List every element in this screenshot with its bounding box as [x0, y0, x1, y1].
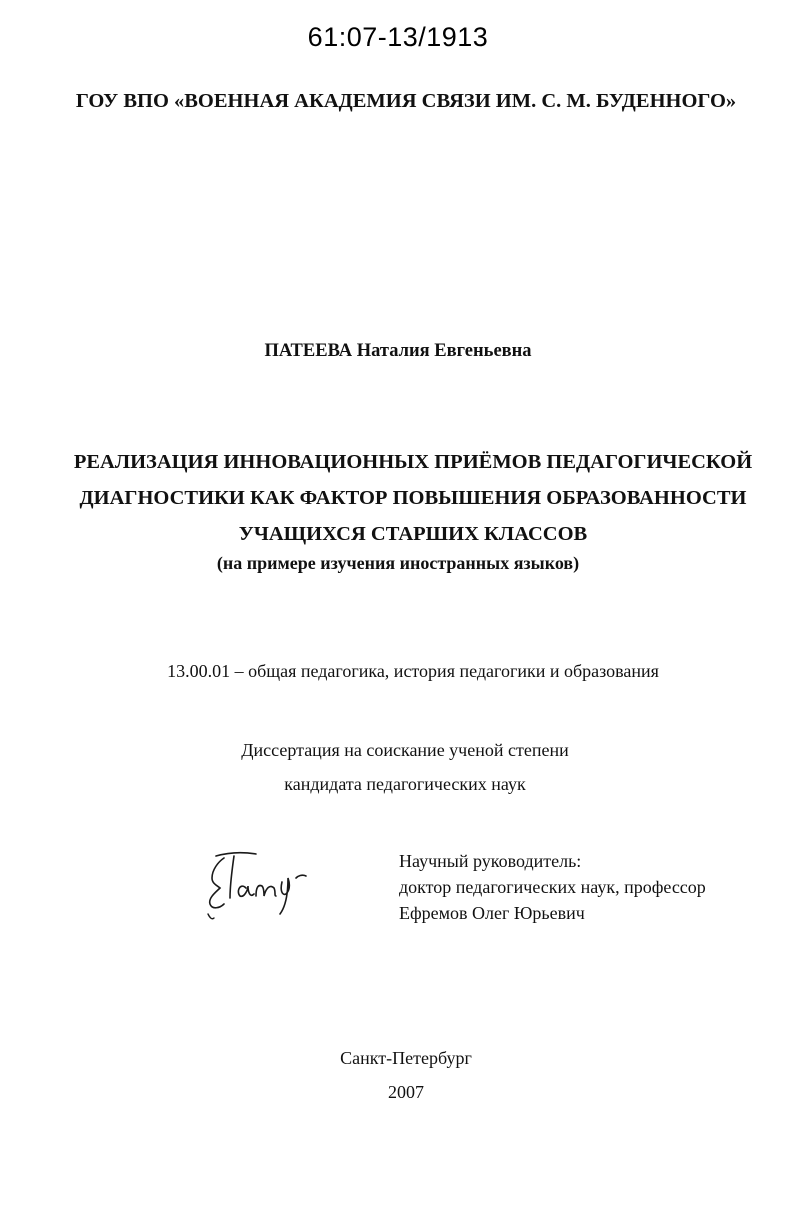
supervisor-degree: доктор педагогических наук, профессор [399, 877, 706, 897]
dissertation-title [0, 444, 796, 552]
author-name: ПАТЕЕВА Наталия Евгеньевна [264, 341, 532, 361]
year: 2007 [388, 1082, 424, 1102]
city: Санкт-Петербург [340, 1048, 472, 1068]
supervisor-block [399, 848, 706, 926]
supervisor-name: Ефремов Олег Юрьевич [399, 903, 585, 923]
degree-line-2: кандидата педагогических наук [284, 774, 526, 794]
degree-statement [7, 733, 796, 801]
degree-line-1: Диссертация на соискание ученой степени [241, 740, 569, 760]
title-line-1: РЕАЛИЗАЦИЯ ИННОВАЦИОННЫХ ПРИЁМОВ ПЕДАГОГИЧЕСКОЙ [73, 451, 753, 473]
specialty-code: 13.00.01 – общая педагогика, история педагогики и образования [167, 661, 659, 681]
catalog-number: 61:07-13/1913 [307, 22, 489, 52]
dissertation-subtitle: (на примере изучения иностранных языков) [216, 553, 580, 573]
handwritten-signature [196, 848, 326, 928]
place-and-year [8, 1041, 796, 1109]
title-line-2: ДИАГНОСТИКИ КАК ФАКТОР ПОВЫШЕНИЯ ОБРАЗОВАННОСТИ [79, 487, 747, 509]
title-line-3: УЧАЩИХСЯ СТАРШИХ КЛАССОВ [238, 523, 588, 545]
organization-name: ГОУ ВПО «ВОЕННАЯ АКАДЕМИЯ СВЯЗИ ИМ. С. М. БУДЕННОГО» [75, 90, 737, 112]
supervisor-label: Научный руководитель: [399, 851, 582, 871]
